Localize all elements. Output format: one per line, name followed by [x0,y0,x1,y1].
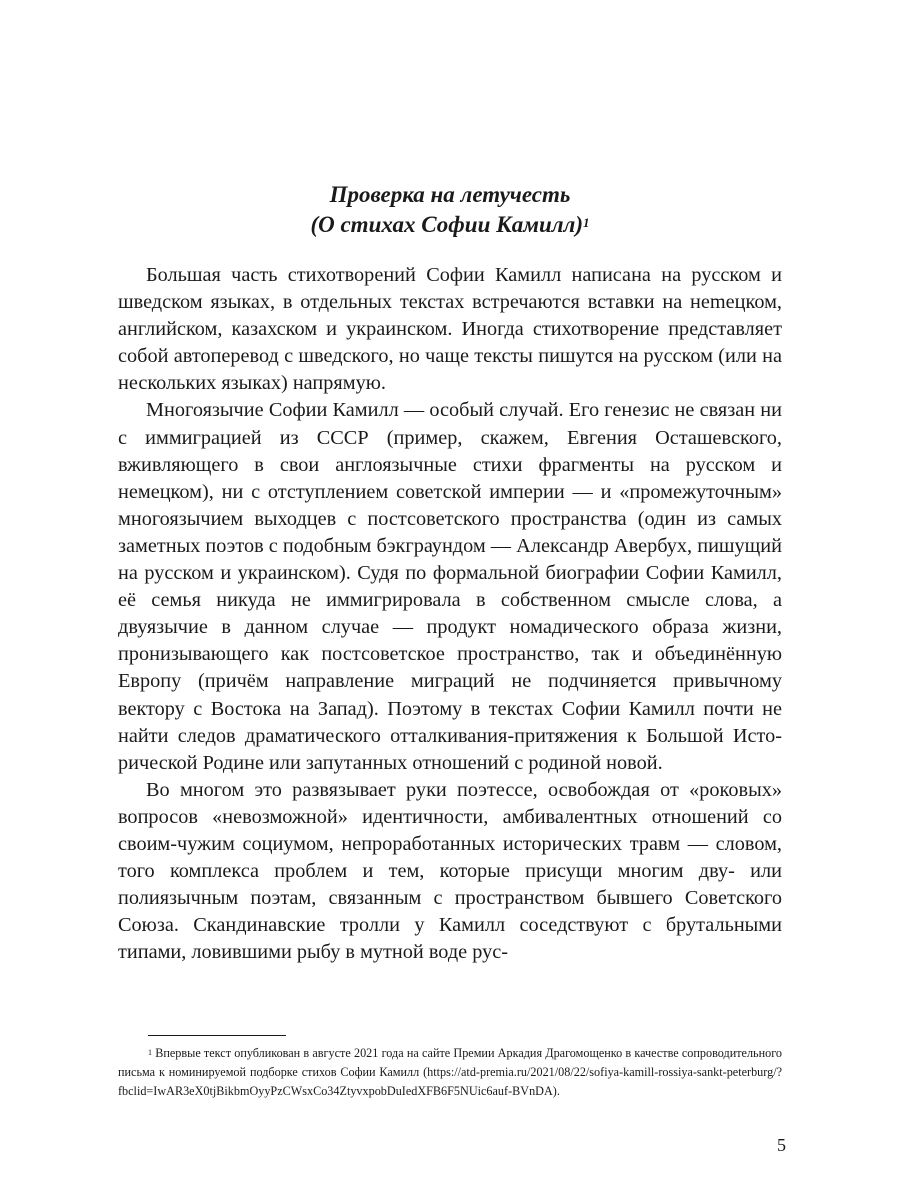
footnote-separator [148,1035,286,1036]
paragraph-1: Большая часть стихотворений Софии Камилл написана на русском и шведском языках, в отдельных текстах встречаются вставки на неmецком, английском, казахском и украинском. Иногда стихотворение представляет собой автоперевод с шведского, но чаще тексты пишутся на русском (или на нескольких языках) напрямую. [118,264,782,395]
title-line-2-text: (О стихах Софии Камилл) [310,212,584,237]
title-line-1: Проверка на летучесть [329,182,571,207]
footnote-text: Впервые текст опубликован в августе 2021 года на сайте Премии Аркадия Драгомощенко в качестве сопроводительного письма к номинируемой подборке стихов Софии Камилл (https://atd-premia.ru/2021/08/22/sofiya-kamill-rossiya-sankt-peterburg/?fbclid=IwAR3eX0tjBikbmOyyPzCWsxCo34ZtyvxpobDuIedXFB6F5NUic6auf-BVnDA). [118,1046,782,1098]
paragraph-2: Многоязычие Софии Камилл — особый случай. Его генезис не связан ни с иммиграцией из СССР (пример, скажем, Евгения Осташевского, вживляющего в свои англоязычные стихи фрагменты на русском и немецком), ни с отступлением советской империи — и «промежуточным» многоязычием выходцев с постсоветского пространства (один из самых заметных поэтов с подобным бэкграундом — Александр Авербух, пишущий на русском и украинском). Судя по формальной биографии Софии Камилл, её семья никуда не иммигрировала в собственном смысле слова, а двуязычие в данном случае — продукт номадического образа жизни, пронизывающего как постсоветское пространство, так и объединённую Европу (причём направление миграций не подчиняется привычному вектору с Востока на Запад). Поэтому в текстах Софии Камилл почти не найти следов драматического отталкивания-притяжения к Большой Исторической Родине или запутанных отношений с родиной новой. [118,399,782,774]
title-line-2 [0,210,900,240]
page-number: 5 [777,1135,786,1155]
chapter-title [0,180,900,240]
footnote [118,1044,782,1101]
footnote-marker: 1 [148,1048,152,1057]
body-text [118,262,782,966]
title-footnote-marker[interactable]: 1 [583,215,590,230]
paragraph-3: Во многом это развязывает руки поэтессе, освобождая от «роковых» вопросов «невозможной» идентичности, амбивалентных отношений со своим-чужим социумом, непроработанных исторических травм — словом, того комплекса проблем и тем, которые присущи многим дву- или полиязычным поэтам, связанным с пространством бывшего Советского Союза. Скандинавские тролли у Камилл соседствуют с брутальными типами, ловившими рыбу в мутной воде рус- [118,778,782,964]
